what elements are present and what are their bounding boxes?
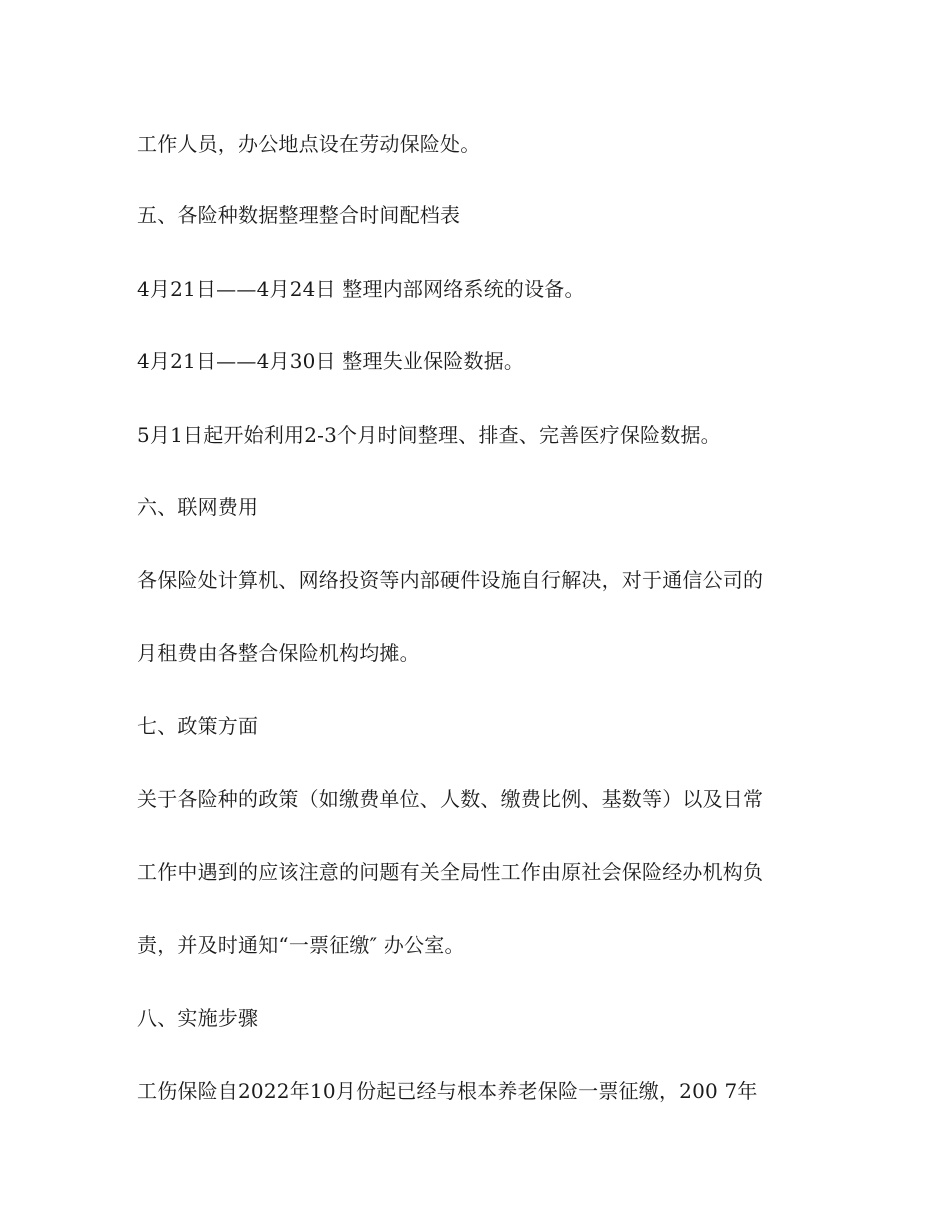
body-text-line: 各保险处计算机、网络投资等内部硬件设施自行解决，对于通信公司的 xyxy=(137,568,764,592)
body-text-line: 责，并及时通知“一票征缴″ 办公室。 xyxy=(137,933,465,957)
body-text-line: 工作人员，办公地点设在劳动保险处。 xyxy=(137,132,481,156)
schedule-item: 4月21日——4月30日 整理失业保险数据。 xyxy=(137,349,525,373)
section-heading-6: 六、联网费用 xyxy=(137,495,259,519)
schedule-item: 5月1日起开始利用2-3个月时间整理、排查、完善医疗保险数据。 xyxy=(137,423,721,447)
schedule-item: 4月21日——4月24日 整理内部网络系统的设备。 xyxy=(137,277,585,301)
body-text-line: 工伤保险自2022年10月份起已经与根本养老保险一票征缴，200 7年 xyxy=(137,1079,758,1103)
body-text-line: 工作中遇到的应该注意的问题有关全局性工作由原社会保险经办机构负 xyxy=(137,860,764,884)
body-text-line: 关于各险种的政策（如缴费单位、人数、缴费比例、基数等）以及日常 xyxy=(137,787,764,811)
section-heading-7: 七、政策方面 xyxy=(137,714,259,738)
section-heading-8: 八、实施步骤 xyxy=(137,1006,259,1030)
section-heading-5: 五、各险种数据整理整合时间配档表 xyxy=(137,203,461,227)
body-text-line: 月租费由各整合保险机构均摊。 xyxy=(137,641,420,665)
